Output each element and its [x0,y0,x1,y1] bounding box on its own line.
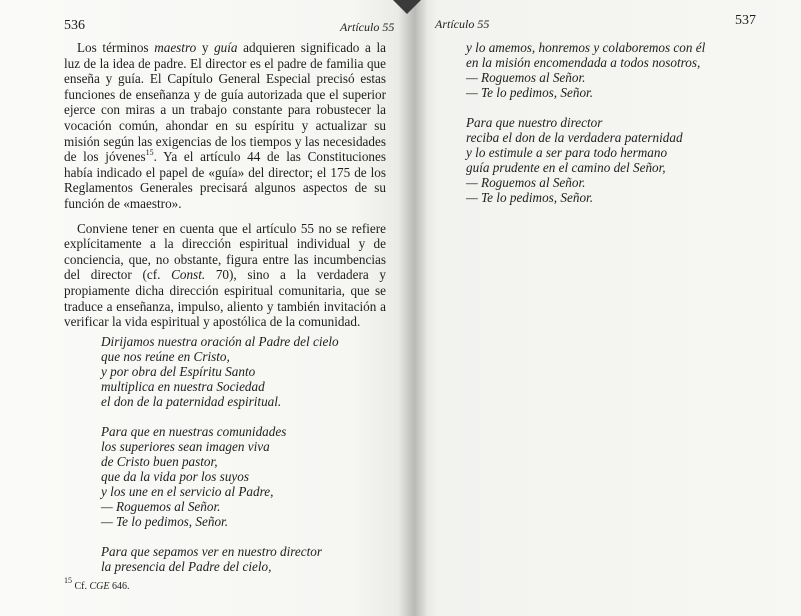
prayer-response: — Te lo pedimos, Señor. [466,190,593,205]
prayer-line: Para que nuestro director [466,115,603,130]
prayer-line: Dirijamos nuestra oración al Padre del cielo [101,334,339,349]
prayer-response: — Roguemos al Señor. [101,499,221,514]
prayer-line: y por obra del Espíritu Santo [101,364,256,379]
body-text [64,40,386,330]
prayer-stanza [466,115,705,205]
prayer-stanza [466,40,705,100]
prayer-response: — Te lo pedimos, Señor. [101,514,228,529]
paragraph-2: Conviene tener en cuenta que el artículo 55 no se refiere explícitamente a la dirección espiritual individual y de conciencia, que, no obstante, figura entre las incumbencias del director (cf. Const. 70), sino a la verdadera y propiamente dicha dirección espiritual comunitaria, que se traduce a enseñanza, impulso, aliento y también invitación a verificar la vida espiritual y apostólica de la comunidad. [64,220,386,330]
prayer-response: — Roguemos al Señor. [466,70,586,85]
prayer-line: los superiores sean imagen viva [101,439,270,454]
prayer-line: Para que sepamos ver en nuestro director [101,544,322,559]
page-number-left: 536 [64,18,85,33]
prayer-line: Para que en nuestras comunidades [101,424,287,439]
prayer-line: el don de la paternidad espiritual. [101,394,282,409]
right-page [414,0,801,616]
prayer-stanza [101,544,339,574]
prayer-line: y lo estimule a ser para todo hermano [466,145,668,160]
prayer-line: guía prudente en el camino del Señor, [466,160,666,175]
footnote-ref: 15 [145,148,154,158]
prayer-line: y los une en el servicio al Padre, [101,484,274,499]
prayer-line: multiplica en nuestra Sociedad [101,379,265,394]
prayer-line: que nos reúne en Cristo, [101,349,230,364]
prayer-stanza [101,424,339,529]
paragraph-1: Los términos maestro y guía adquieren significado a la luz de la idea de padre. El director es el padre de familia que enseña y guía. El Capítulo General Especial precisó estas funciones de enseñanza y de guía autorizada que el superior ejerce con miras a un trabajo constante para robustecer la vocación común, ahondar en su espíritu y actualizar su misión según las exigencias de los tiempos y las necesidades de los jóvenes$^{15}$. Ya el artículo 44 de las Constituciones había indicado el papel de «guía» del director; el 175 de los Reglamentos Generales precisará algunos aspectos de su función de «maestro». [64,40,387,211]
book-gutter-shadow [398,0,428,616]
running-head-left: Artículo 55 [340,20,395,34]
page-number-right: 537 [735,13,756,28]
prayer-stanza [101,334,339,409]
footnote: $^{15}$ Cf. CGE 646. [64,576,130,592]
prayer-block-left [101,334,339,574]
prayer-response: — Te lo pedimos, Señor. [466,85,593,100]
prayer-line: en la misión encomendada a todos nosotros, [466,55,701,70]
prayer-block-right [466,40,705,205]
prayer-line: la presencia del Padre del cielo, [101,559,272,574]
prayer-line: reciba el don de la verdadera paternidad [466,130,683,145]
running-head-right: Artículo 55 [435,17,490,31]
prayer-response: — Roguemos al Señor. [466,175,586,190]
prayer-line: de Cristo buen pastor, [101,454,218,469]
prayer-line: y lo amemos, honremos y colaboremos con él [466,40,706,55]
prayer-line: que da la vida por los suyos [101,469,249,484]
